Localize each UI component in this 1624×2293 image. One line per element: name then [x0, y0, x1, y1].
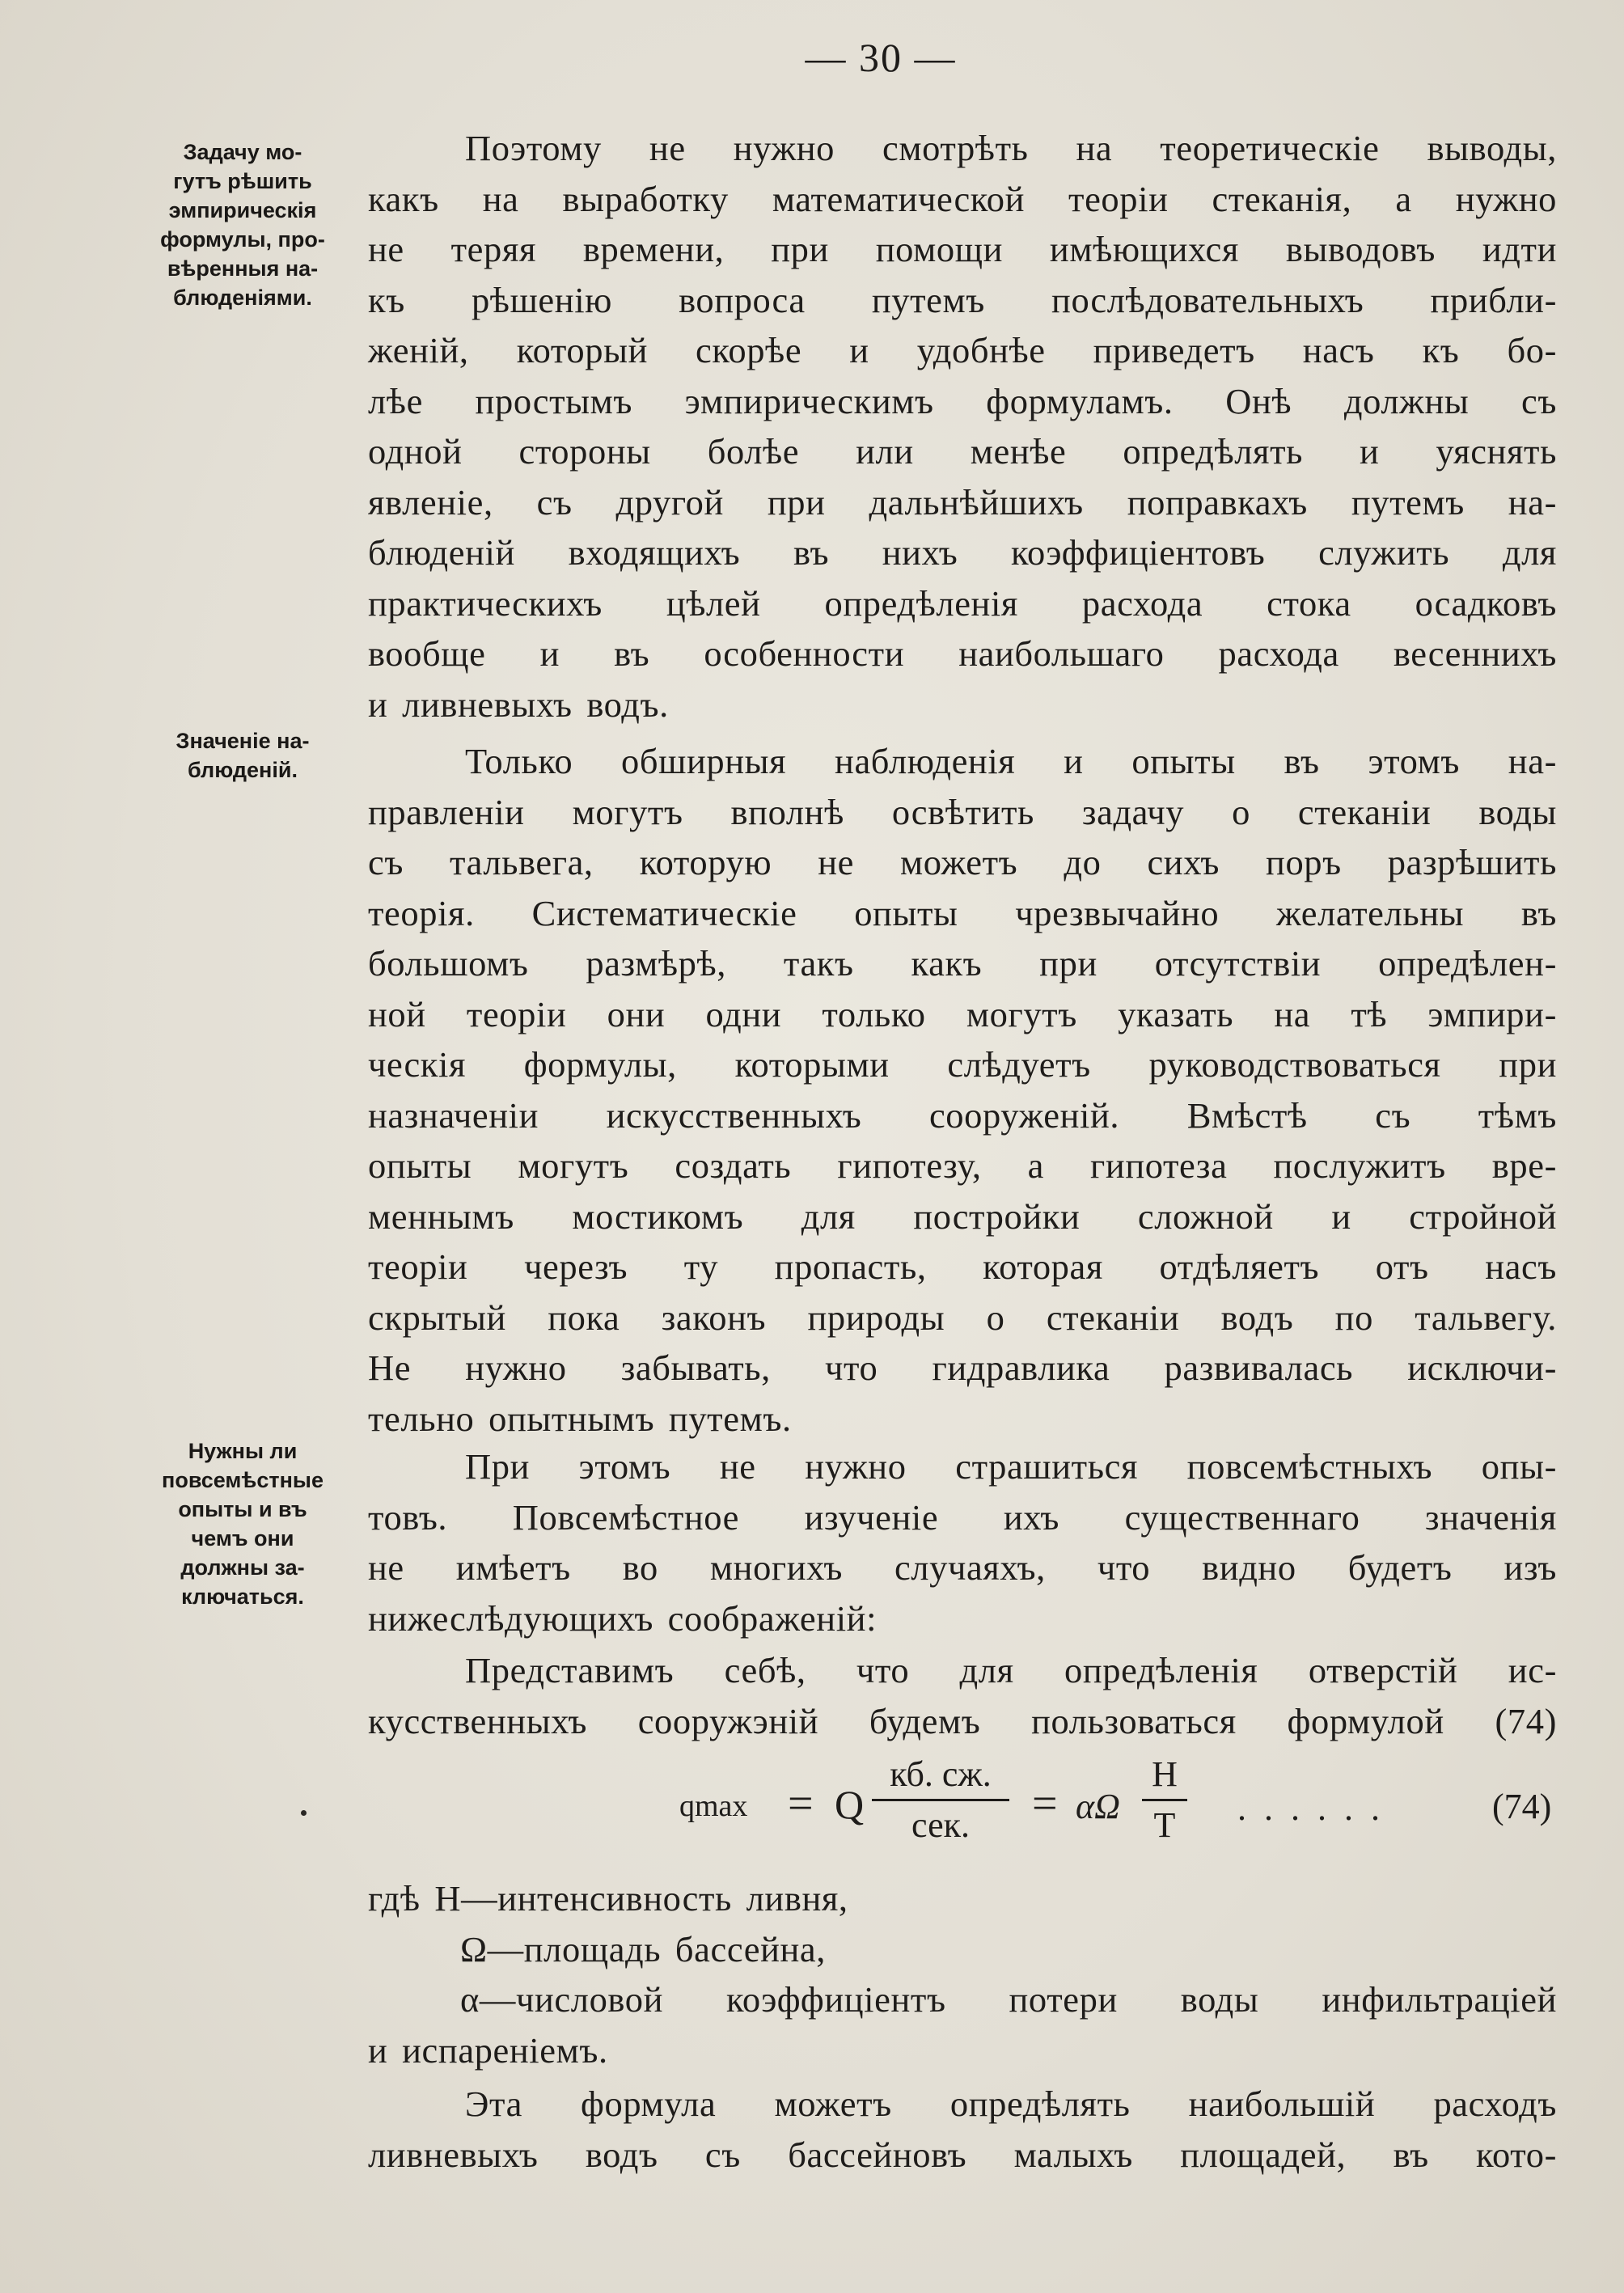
text-line: какъ на выработку математической теоріи стеканія, а нужно [368, 178, 1557, 219]
text-line: ной теоріи они одни только могутъ указать на тѣ эмпири- [368, 993, 1557, 1034]
text-line: назначеніи искусственныхъ сооруженій. Вмѣстѣ съ тѣмъ [368, 1094, 1557, 1136]
margin-note-line: блюденій. [188, 758, 298, 782]
margin-note-line: Значеніе на- [176, 729, 310, 753]
text-line: меннымъ мостикомъ для постройки сложной и стройной [368, 1195, 1557, 1237]
margin-note-line: должны за- [180, 1555, 305, 1580]
text-line: Поэтому не нужно смотрѣть на теоретическіе выводы, [465, 128, 1557, 168]
text-line: ливневыхъ водъ съ бассейновъ малыхъ площадей, въ кото- [368, 2134, 1557, 2175]
margin-note-experiments [121, 1436, 364, 1611]
paragraph-3 [368, 1441, 1557, 1644]
formula-equals-sign: = [788, 1779, 814, 1829]
text-line: одной стороны болѣе или менѣе опредѣлять и уяснять [368, 431, 1557, 472]
text-line: правленіи могутъ вполнѣ освѣтить задачу о стеканіи воды [368, 791, 1557, 832]
formula-fraction-units [872, 1754, 1009, 1847]
text-line: не имѣетъ во многихъ случаяхъ, что видно будетъ изъ [368, 1547, 1557, 1588]
margin-note-line: эмпирическія [168, 198, 317, 222]
ink-dot [301, 1810, 307, 1816]
text-line: блюденій входящихъ въ нихъ коэффиціентовъ служить для [368, 532, 1557, 573]
margin-note-line: Нужны ли [188, 1439, 298, 1463]
text-line: опыты могутъ создать гипотезу, а гипотеза послужитъ вре- [368, 1145, 1557, 1186]
margin-note-line: гутъ рѣшить [173, 169, 312, 193]
fraction-numerator: кб. сж. [890, 1754, 992, 1794]
margin-note-line: ключаться. [181, 1584, 304, 1609]
text-line: товъ. Повсемѣстное изученіе ихъ существеннаго значенія [368, 1496, 1557, 1538]
text-line: скрытый пока законъ природы о стеканіи водъ по тальвегу. [368, 1297, 1557, 1338]
fraction-bar [872, 1799, 1009, 1801]
fraction-denominator: сек. [911, 1805, 970, 1845]
formula-equals-sign: = [1032, 1779, 1058, 1829]
definition-line: и испареніемъ. [368, 2029, 608, 2071]
text-line: вообще и въ особенности наибольшаго расхода весеннихъ [368, 633, 1557, 674]
text-line: При этомъ не нужно страшиться повсемѣстныхъ опы- [465, 1446, 1557, 1487]
text-line: кусственныхъ сооружэній будемъ пользоваться формулой (74) [368, 1700, 1557, 1741]
text-line: нижеслѣдующихъ соображеній: [368, 1597, 878, 1639]
text-line: практическихъ цѣлей опредѣленія расхода стока осадковъ [368, 582, 1557, 624]
text-line: лѣе простымъ эмпирическимъ формуламъ. Онѣ должны съ [368, 380, 1557, 421]
text-line: теорія. Систематическіе опыты чрезвычайно желательны въ [368, 892, 1557, 933]
definition-line: α—числовой коэффиціентъ потери воды инфильтраціей [460, 1979, 1557, 2020]
text-line: большомъ размѣрѣ, такъ какъ при отсутствіи опредѣлен- [368, 943, 1557, 984]
text-line: Не нужно забывать, что гидравлика развивалась исключи- [368, 1347, 1557, 1388]
text-line: ческія формулы, которыми слѣдуетъ руководствоваться при [368, 1044, 1557, 1085]
text-line: женій, который скорѣе и удобнѣе приведетъ насъ къ бо- [368, 330, 1557, 370]
fraction-denominator: T [1153, 1805, 1176, 1845]
text-line: не теряя времени, при помощи имѣющихся выводовъ идти [368, 229, 1557, 269]
text-line: явленіе, съ другой при дальнѣйшихъ поправкахъ путемъ на- [368, 481, 1557, 522]
paragraph-5 [368, 2079, 1557, 2180]
text-line: и ливневыхъ водъ. [368, 683, 669, 725]
margin-note-line: блюденіями. [173, 286, 312, 310]
text-line: Только обширныя наблюденія и опыты въ этомъ на- [465, 741, 1557, 781]
margin-note-line: вѣренныя на- [167, 256, 319, 281]
margin-note-line: формулы, про- [160, 227, 325, 252]
fraction-bar [1142, 1799, 1187, 1801]
text-line: тельно опытнымъ путемъ. [368, 1398, 792, 1439]
page-number: — 30 — [805, 35, 957, 80]
formula-fraction-ht [1142, 1754, 1187, 1847]
margin-note-observations [121, 726, 364, 785]
margin-note-line: чемъ они [191, 1526, 294, 1551]
margin-note-line: опыты и въ [178, 1497, 307, 1521]
fraction-numerator: H [1152, 1754, 1178, 1794]
formula-74 [679, 1754, 1561, 1851]
margin-note-problem [121, 137, 364, 312]
text-line: къ рѣшенію вопроса путемъ послѣдовательныхъ прибли- [368, 279, 1557, 320]
text-line: Эта формула можетъ опредѣлять наибольшій расходъ [465, 2084, 1557, 2124]
paragraph-2 [368, 736, 1557, 1444]
text-line: Представимъ себѣ, что для опредѣленія отверстій ис- [465, 1650, 1557, 1690]
text-line: съ тальвега, которую не можетъ до сихъ поръ разрѣшить [368, 842, 1557, 882]
formula-leader-dots: ...... [1237, 1788, 1398, 1828]
definitions [368, 1873, 1557, 2075]
definition-line: Ω—площадь бассейна, [460, 1928, 827, 1969]
formula-alpha-omega: αΩ [1076, 1787, 1120, 1826]
formula-lhs: qmax [679, 1789, 748, 1823]
definition-line: гдѣ H—интенсивность ливня, [368, 1878, 848, 1919]
formula-q-symbol: Q [835, 1782, 865, 1827]
margin-note-line: повсемѣстные [162, 1468, 324, 1492]
paragraph-4 [368, 1645, 1557, 1746]
text-line: теоріи черезъ ту пропасть, которая отдѣляетъ отъ насъ [368, 1246, 1557, 1287]
margin-note-line: Задачу мо- [183, 140, 302, 164]
paragraph-1 [368, 123, 1557, 730]
formula-number: (74) [1492, 1787, 1552, 1826]
